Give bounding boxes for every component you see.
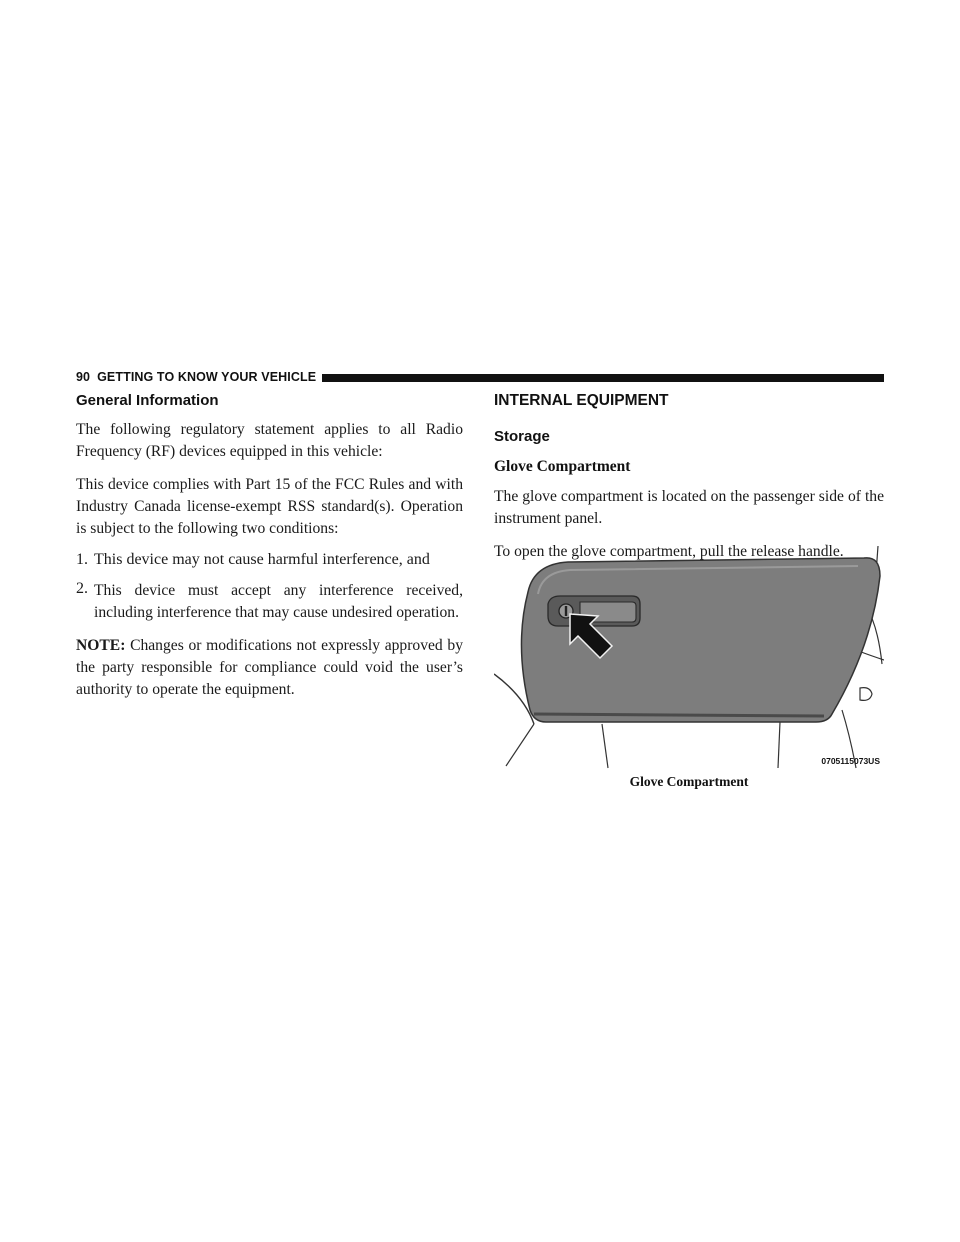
section-title: GETTING TO KNOW YOUR VEHICLE <box>97 370 317 384</box>
page-number: 90 <box>76 370 91 384</box>
note-label: NOTE: <box>76 637 126 654</box>
list-item <box>76 551 463 569</box>
glove-compartment-illustration <box>494 546 884 770</box>
header-rule <box>322 374 884 382</box>
note-text: Changes or modifications not expressly approved by the party responsible for compliance could void the user’s authority to operate the equipment. <box>76 637 463 698</box>
glove-box-door <box>521 558 880 722</box>
list-number: 1. <box>76 551 88 568</box>
list-item <box>76 580 463 624</box>
storage-heading: Storage <box>494 428 550 445</box>
regulatory-intro-paragraph: The following regulatory statement applies to all Radio Frequency (RF) devices equipped in this vehicle: <box>76 421 463 460</box>
list-text: This device may not cause harmful interference, and <box>94 551 430 568</box>
glove-location-paragraph: The glove compartment is located on the passenger side of the instrument panel. <box>494 488 884 527</box>
page-header <box>76 368 884 386</box>
right-column <box>494 392 884 563</box>
glove-open-paragraph: To open the glove compartment, pull the release handle. <box>494 543 844 560</box>
glove-compartment-figure <box>494 546 884 770</box>
glove-compartment-heading: Glove Compartment <box>494 458 631 475</box>
list-number: 2. <box>76 580 88 597</box>
general-information-heading: General Information <box>76 392 219 409</box>
figure-caption: Glove Compartment <box>629 774 749 789</box>
note-paragraph <box>76 635 463 701</box>
left-column <box>76 392 463 701</box>
list-text: This device must accept any interference received, including interference that may cause undesired operation. <box>94 582 463 621</box>
figure-code: 0705115073US <box>821 756 880 766</box>
internal-equipment-heading: INTERNAL EQUIPMENT <box>494 392 669 409</box>
fcc-compliance-paragraph: This device complies with Part 15 of the FCC Rules and with Industry Canada license-exempt RSS standard(s). Operation is subject to the following two conditions: <box>76 476 463 537</box>
